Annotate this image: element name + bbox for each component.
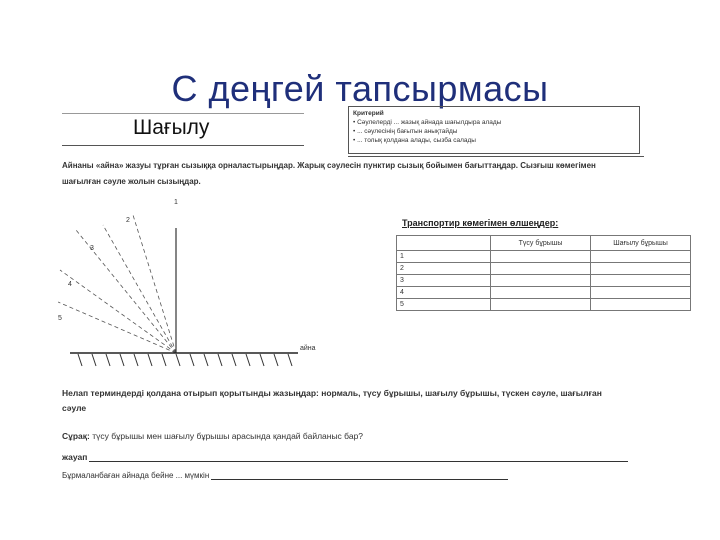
answer-label: жауап [62, 452, 88, 462]
ray-label-1: 1 [174, 199, 178, 206]
row-number: 2 [397, 263, 491, 275]
incident-rays [58, 215, 176, 353]
criteria-line: • Сәулелерді ... жазық айнада шағылдыра алады [353, 119, 502, 126]
ray-line-4 [60, 270, 176, 353]
table-cell [591, 263, 691, 275]
table-cell [591, 299, 691, 311]
row-number: 5 [397, 299, 491, 311]
table-cell [491, 263, 591, 275]
table-cell [491, 287, 591, 299]
conclusion-line: Нелап терминдерді қолдана отырып қорытынды жазыңдар: нормаль, түсу бұрышы, шағылу бұрышы, түскен сәуле, шағылған [62, 388, 602, 398]
conclusion-line: сәуле [62, 403, 87, 413]
criteria-divider [348, 156, 644, 157]
ray-line-2 [103, 225, 176, 353]
answer-line[interactable] [89, 452, 628, 462]
table-cell [591, 275, 691, 287]
slide-title: С деңгей тапсырмасы [171, 68, 549, 109]
subtitle-divider [62, 145, 304, 146]
mirror-label: айна [300, 345, 316, 352]
table-row [397, 263, 691, 275]
ray-line-1 [133, 215, 176, 353]
protractor-note: Транспортир көмегімен өлшеңдер: [402, 218, 559, 228]
table-cell [491, 275, 591, 287]
criteria-heading: Критерий [353, 110, 384, 117]
table-row [397, 251, 691, 263]
reflection-diagram [58, 190, 348, 380]
task-instruction: Айнаны «айна» жазуы тұрған сызыққа орналастырыңдар. Жарық сәулесін пунктир сызық бойымен бағыттаңдар. Сызғыш көмегімен шағылған сәуле жолын сызыңдар. [62, 161, 596, 186]
question [62, 430, 642, 443]
row-number: 1 [397, 251, 491, 263]
question-label: Сұрақ: [62, 431, 90, 441]
table-header-row [397, 236, 691, 251]
answer-row [62, 452, 628, 462]
criteria-line: • ... сәулесінің бағытын анықтайды [353, 128, 458, 135]
conclusion-instruction [62, 386, 642, 416]
final-row [62, 470, 508, 480]
table-row [397, 287, 691, 299]
question-text: түсу бұрышы мен шағылу бұрышы арасында қандай байланыс бар? [92, 431, 364, 441]
table-row [397, 275, 691, 287]
table-cell [491, 251, 591, 263]
top-divider [62, 113, 304, 114]
ray-label-3: 3 [90, 245, 94, 252]
table-header [397, 236, 491, 251]
final-answer-line[interactable] [211, 470, 508, 480]
table-row [397, 299, 691, 311]
row-number: 3 [397, 275, 491, 287]
criteria-line: • ... толық қолдана алады, сызба салады [353, 137, 476, 144]
worksheet-subtitle: Шағылу [133, 116, 210, 139]
table-header: Шағылу бұрышы [591, 236, 691, 251]
angle-table [396, 235, 691, 311]
table-header: Түсу бұрышы [491, 236, 591, 251]
table-cell [591, 287, 691, 299]
table-cell [491, 299, 591, 311]
row-number: 4 [397, 287, 491, 299]
ray-label-2: 2 [126, 217, 130, 224]
criteria-box [348, 106, 640, 154]
table-cell [591, 251, 691, 263]
final-text: Бұрмаланбаған айнада бейне ... мүмкін [62, 471, 210, 480]
ray-label-4: 4 [68, 281, 72, 288]
ray-label-5: 5 [58, 315, 62, 322]
ray-line-5 [58, 302, 176, 353]
mirror-hatching [78, 354, 292, 366]
